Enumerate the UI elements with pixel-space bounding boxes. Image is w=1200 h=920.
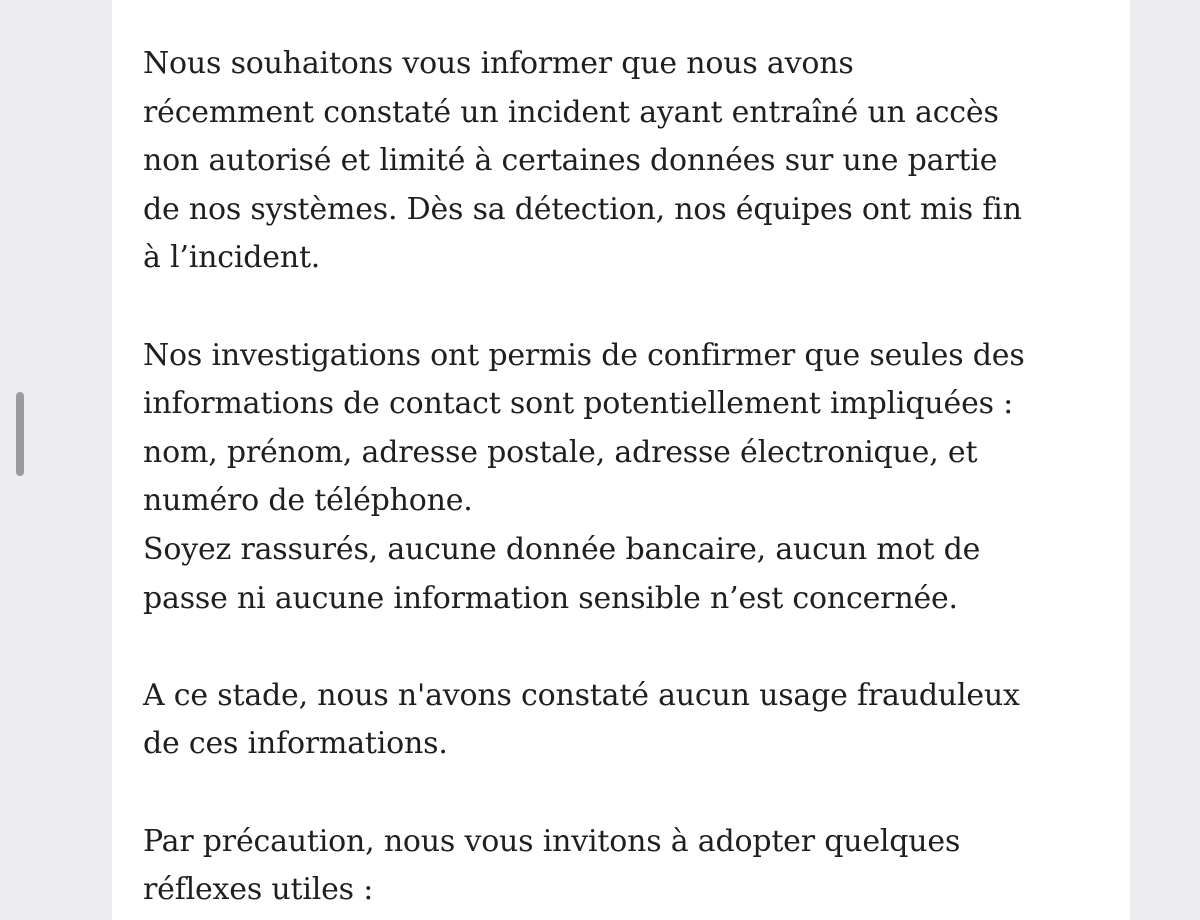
scroll-handle[interactable]	[16, 392, 24, 476]
email-card	[112, 0, 1130, 920]
paragraph-no-fraud	[143, 672, 1130, 769]
paragraph-incident	[143, 40, 1130, 283]
body-line: récemment constaté un incident ayant entraîné un accès	[143, 94, 999, 130]
paragraph-precaution	[143, 818, 1130, 915]
body-line: informations de contact sont potentiellement impliquées :	[143, 386, 1014, 422]
body-line: numéro de téléphone.	[143, 483, 473, 519]
body-line: réflexes utiles :	[143, 872, 374, 908]
body-line: passe ni aucune information sensible n’est concernée.	[143, 580, 958, 616]
body-line: de nos systèmes. Dès sa détection, nos équipes ont mis fin	[143, 191, 1022, 227]
body-line: nom, prénom, adresse postale, adresse électronique, et	[143, 434, 978, 470]
body-line: de ces informations.	[143, 726, 448, 762]
body-line: A ce stade, nous n'avons constaté aucun usage frauduleux	[143, 677, 1020, 713]
body-line: Nos investigations ont permis de confirmer que seules des	[143, 337, 1025, 373]
email-body	[143, 40, 1130, 915]
paragraph-reassurance	[143, 526, 1130, 623]
body-line: à l’incident.	[143, 240, 321, 276]
paragraph-investigations	[143, 332, 1130, 526]
body-line: non autorisé et limité à certaines données sur une partie	[143, 143, 998, 179]
body-line: Soyez rassurés, aucune donnée bancaire, aucun mot de	[143, 531, 981, 567]
body-line: Par précaution, nous vous invitons à adopter quelques	[143, 823, 961, 859]
body-line: Nous souhaitons vous informer que nous avons	[143, 46, 854, 81]
